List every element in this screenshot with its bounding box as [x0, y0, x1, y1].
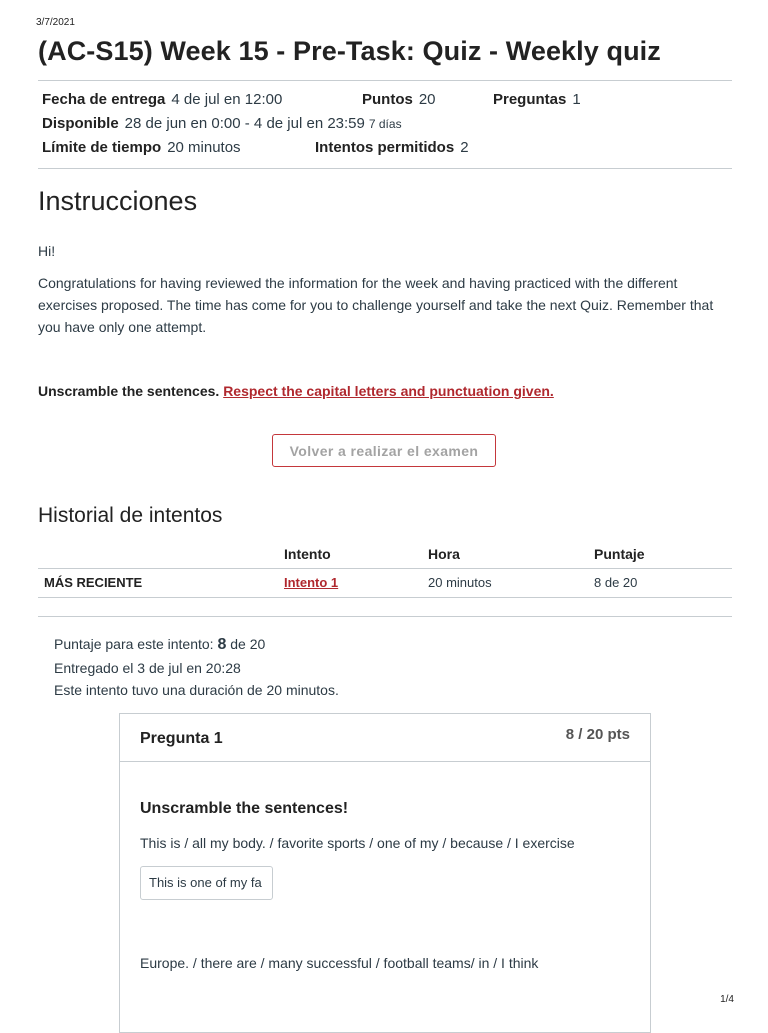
- due-date-label: Fecha de entrega: [42, 91, 166, 108]
- duration-line: Este intento tuvo una duración de 20 minutos.: [54, 682, 339, 698]
- question-subtitle: Unscramble the sentences!: [140, 800, 349, 817]
- time-limit: [42, 139, 241, 156]
- divider: [38, 80, 732, 81]
- attempt-link[interactable]: Intento 1: [284, 575, 339, 590]
- question-title: Pregunta 1: [140, 730, 223, 747]
- divider: [38, 168, 732, 169]
- divider: [38, 616, 732, 617]
- attempt-history-table: [38, 540, 732, 598]
- question-card: [119, 713, 651, 1033]
- column-header-time: Hora: [428, 546, 460, 562]
- unscramble-link[interactable]: Respect the capital letters and punctuation given.: [223, 383, 554, 399]
- time-limit-label: Límite de tiempo: [42, 139, 162, 156]
- question-points: 8 / 20 pts: [565, 726, 630, 743]
- attempts-value: 2: [460, 139, 469, 156]
- questions-label: Preguntas: [493, 91, 567, 108]
- available-label: Disponible: [42, 115, 119, 132]
- points-value: 20: [418, 91, 436, 108]
- attempt-history-heading: Historial de intentos: [38, 504, 223, 527]
- answer-field-1[interactable]: This is one of my fa: [140, 866, 273, 900]
- attempt-time: 20 minutos: [428, 575, 492, 590]
- table-header: [38, 540, 732, 569]
- attempts-label: Intentos permitidos: [315, 139, 455, 156]
- available-value: 28 de jun en 0:00 - 4 de jul en 23:59: [124, 115, 365, 132]
- quiz-meta-row-2: [42, 115, 402, 132]
- points-label: Puntos: [362, 91, 413, 108]
- due-date-value: 4 de jul en 12:00: [171, 91, 283, 108]
- due-date: [42, 91, 282, 108]
- instructions-heading: Instrucciones: [38, 186, 198, 216]
- attempt-score-line: [54, 636, 265, 654]
- page-number: 1/4: [720, 994, 734, 1005]
- submitted-line: Entregado el 3 de jul en 20:28: [54, 660, 241, 676]
- questions: [493, 91, 581, 108]
- attempt-score: 8 de 20: [594, 575, 638, 590]
- points: [362, 91, 436, 108]
- question-sentence-1: This is / all my body. / favorite sports / one of my / because / I exercise: [140, 835, 575, 851]
- instructions-greeting: Hi!: [38, 243, 56, 259]
- retake-quiz-button[interactable]: Volver a realizar el examen: [272, 434, 496, 467]
- questions-value: 1: [572, 91, 581, 108]
- unscramble-instruction: [38, 383, 554, 399]
- score-suffix: de 20: [230, 636, 266, 652]
- score-prefix: Puntaje para este intento:: [54, 636, 214, 652]
- page-title: (AC-S15) Week 15 - Pre-Task: Quiz - Weekly quiz: [38, 36, 661, 66]
- unscramble-bold: Unscramble the sentences.: [38, 383, 220, 399]
- score-value: 8: [217, 636, 227, 653]
- available-days: 7 días: [368, 117, 402, 131]
- attempts-allowed: [315, 139, 469, 156]
- column-header-attempt: Intento: [284, 546, 331, 562]
- table-row: [38, 569, 732, 598]
- print-date: 3/7/2021: [36, 17, 75, 28]
- row-label: MÁS RECIENTE: [44, 575, 143, 590]
- column-header-score: Puntaje: [594, 546, 645, 562]
- question-sentence-2: Europe. / there are / many successful / football teams/ in / I think: [140, 955, 539, 971]
- instructions-paragraph: Congratulations for having reviewed the information for the week and having practiced with the different exercises proposed. The time has come for you to challenge yourself and take the next Quiz. Remember that you have only one attempt.: [38, 275, 714, 335]
- question-header: [120, 714, 650, 762]
- time-limit-value: 20 minutos: [167, 139, 241, 156]
